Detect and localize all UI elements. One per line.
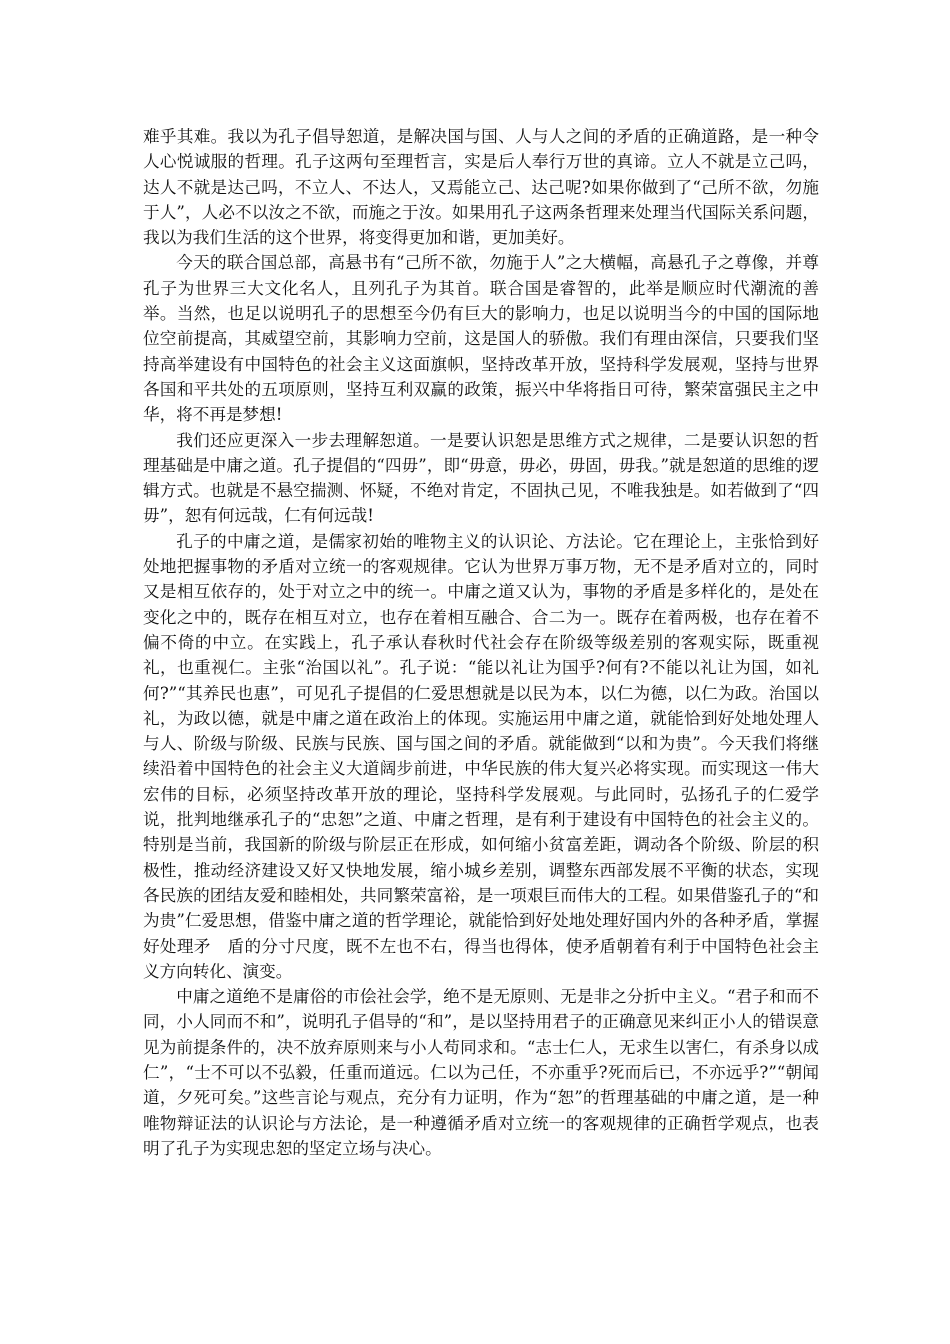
paragraph-united-nations: 今天的联合国总部，高悬书有“己所不欲，勿施于人”之大横幅，高悬孔子之尊像，并尊孔子为世界三大文化名人，且列孔子为其首。联合国是睿智的，此举是顺应时代潮流的善举。当然，也足以说明孔子的思想至今仍有巨大的影响力，也足以说明当今的中国的国际地位空前提高，其威望空前，其影响力空前，这是国人的骄傲。我们有理由深信，只要我们坚持高举建设有中国特色的社会主义这面旗帜，坚持改革开放，坚持科学发展观，坚持与世界各国和平共处的五项原则，坚持互利双赢的政策，振兴中华将指日可待，繁荣富强民主之中华，将不再是梦想! [143, 253, 819, 425]
article-body [143, 124, 819, 1161]
paragraph-doctrine-of-mean: 孔子的中庸之道，是儒家初始的唯物主义的认识论、方法论。它在理论上，主张恰到好处地把握事物的矛盾对立统一的客观规律。它认为世界万事万物，无不是矛盾对立的，同时又是相互依存的，处于对立之中的统一。中庸之道又认为，事物的矛盾是多样化的，是处在变化之中的，既存在相互对立，也存在着相互融合、合二为一。既存在着两极，也存在着不偏不倚的中立。在实践上，孔子承认春秋时代社会存在阶级等级差别的客观实际，既重视礼，也重视仁。主张“治国以礼”。孔子说：“能以礼让为国乎?何有?不能以礼让为国，如礼何?”“其养民也惠”，可见孔子提倡的仁爱思想就是以民为本，以仁为德，以仁为政。治国以礼，为政以德，就是中庸之道在政治上的体现。实施运用中庸之道，就能恰到好处地处理人与人、阶级与阶级、民族与民族、国与国之间的矛盾。就能做到“以和为贵”。今天我们将继续沿着中国特色的社会主义大道阔步前进，中华民族的伟大复兴必将实现。而实现这一伟大宏伟的目标，必须坚持改革开放的理论，坚持科学发展观。与此同时，弘扬孔子的仁爱学说，批判地继承孔子的“忠恕”之道、中庸之哲理，是有利于建设有中国特色的社会主义的。特别是当前，我国新的阶级与阶层正在形成，如何缩小贫富差距，调动各个阶级、阶层的积极性，推动经济建设又好又快地发展，缩小城乡差别，调整东西部发展不平衡的状态，实现各民族的团结友爱和睦相处，共同繁荣富裕，是一项艰巨而伟大的工程。如果借鉴孔子的“和为贵”仁爱思想，借鉴中庸之道的哲学理论，就能恰到好处地处理好国内外的各种矛盾，掌握好处理矛 盾的分寸尺度，既不左也不右，得当也得体，使矛盾朝着有利于中国特色社会主义方向转化、演变。 [143, 531, 819, 981]
paragraph-continued: 难乎其难。我以为孔子倡导恕道，是解决国与国、人与人之间的矛盾的正确道路，是一种令人心悦诚服的哲理。孔子这两句至理哲言，实是后人奉行万世的真谛。立人不就是立己吗，达人不就是达己吗，不立人、不达人，又焉能立己、达己呢?如果你做到了“己所不欲，勿施于人”，人必不以汝之不欲，而施之于汝。如果用孔子这两条哲理来处理当代国际关系问题，我以为我们生活的这个世界，将变得更加和谐，更加美好。 [143, 127, 819, 248]
paragraph-four-mu: 我们还应更深入一步去理解恕道。一是要认识恕是思维方式之规律，二是要认识恕的哲理基础是中庸之道。孔子提倡的“四毋”，即“毋意，毋必，毋固，毋我。”就是恕道的思维的逻辑方式。也就是不悬空揣测、怀疑，不绝对肯定，不固执己见，不唯我独是。如若做到了“四毋”，恕有何远哉，仁有何远哉! [143, 430, 819, 526]
paragraph-conclusion: 中庸之道绝不是庸俗的市侩社会学，绝不是无原则、无是非之分折中主义。“君子和而不同，小人同而不和”，说明孔子倡导的“和”，是以坚持用君子的正确意见来纠正小人的错误意见为前提条件的，决不放弃原则来与小人苟同求和。“志士仁人，无求生以害仁，有杀身以成仁”，“士不可以不弘毅，任重而道远。仁以为己任，不亦重乎?死而后已，不亦远乎?”“朝闻道，夕死可矣。”这些言论与观点，充分有力证明，作为“恕”的哲理基础的中庸之道，是一种唯物辩证法的认识论与方法论，是一种遵循矛盾对立统一的客观规律的正确哲学观点，也表明了孔子为实现忠恕的坚定立场与决心。 [143, 987, 819, 1158]
